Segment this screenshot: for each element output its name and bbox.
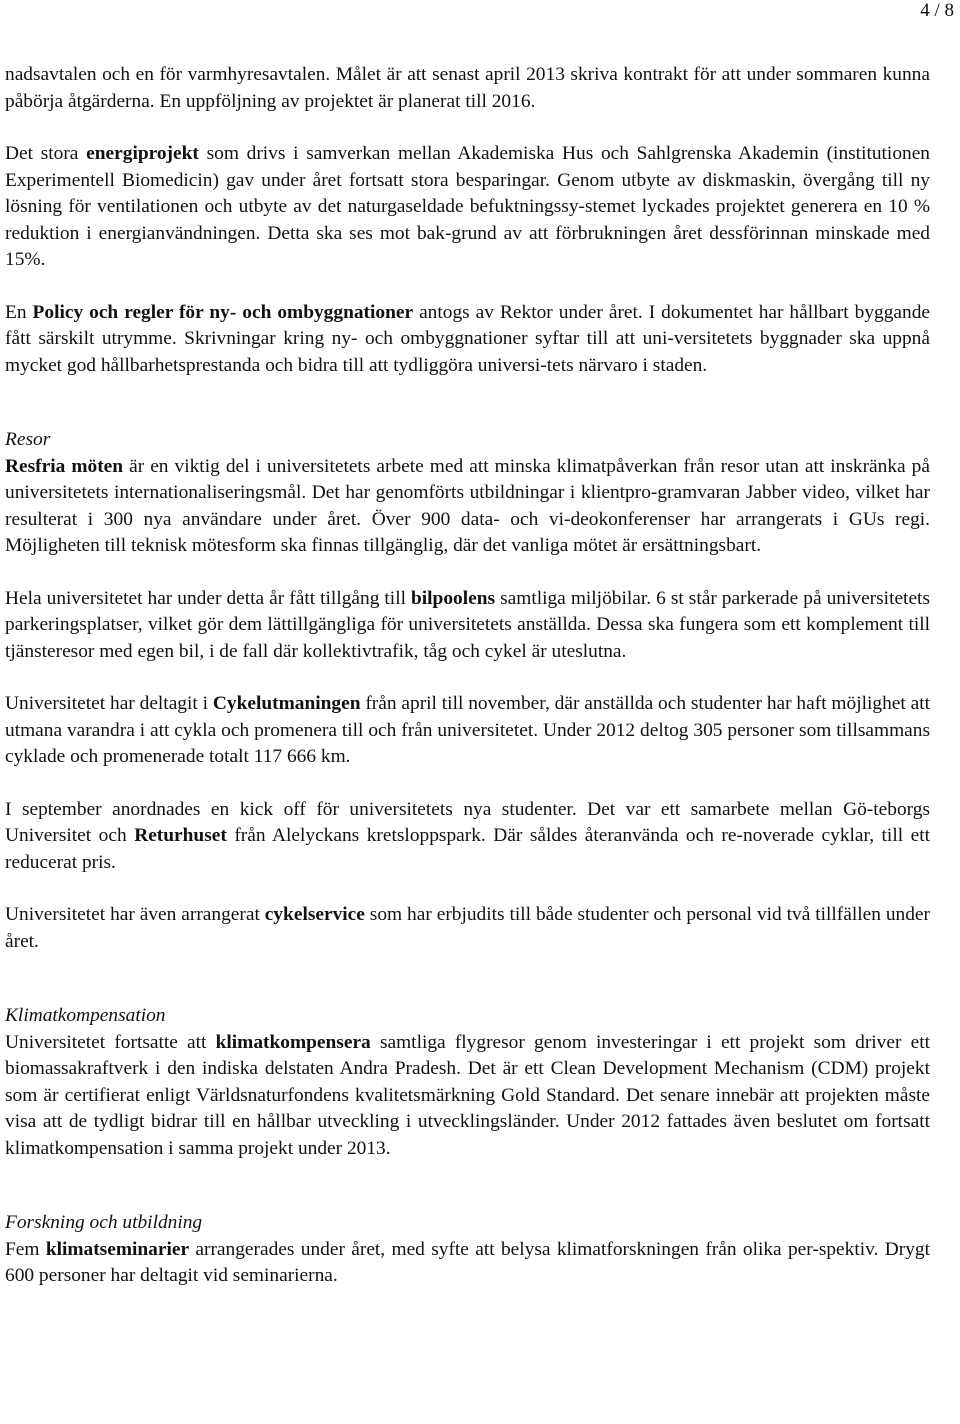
paragraph-klimatkompensera	[5, 1030, 930, 1163]
bold-term: cykelservice	[264, 904, 365, 925]
paragraph-cykelutmaningen	[5, 691, 930, 771]
text: antogs av Rektor under året. I dokumentet har hållbart byggande fått särskilt utrymme. Skrivningar kring ny- och ombyggnationer syftar till att uni-versitetets byggnader ska uppnå mycket god hållbarhetsprestanda och bidra till att tydliggöra universi-tets närvaro i staden.	[5, 301, 931, 376]
text: som har erbjudits till både studenter och personal vid två tillfällen under året.	[5, 904, 930, 952]
text: Universitetet har deltagit i	[5, 693, 213, 714]
text: Det stora	[5, 143, 87, 164]
document-body	[5, 62, 930, 1290]
text: Hela universitetet har under detta år fått tillgång till	[5, 587, 411, 609]
bold-term: bilpoolens	[411, 587, 496, 609]
text: från Alelyckans kretsloppspark. Där såldes återanvända och re-noverade cyklar, till ett reducerat pris.	[5, 825, 930, 873]
bold-term: Cykelutmaningen	[212, 693, 361, 714]
paragraph-energiprojekt	[5, 141, 930, 274]
paragraph-resfria-moten	[5, 454, 930, 560]
bold-term: klimatkompensera	[215, 1031, 371, 1053]
paragraph-cykelservice	[5, 902, 930, 955]
section-heading-forskning: Forskning och utbildning	[5, 1212, 203, 1233]
text: samtliga flygresor genom investeringar i ett projekt som driver ett biomassakraftverk i den indiska delstaten Andra Pradesh. Det är ett Clean Development Mechanism (CDM) projekt som är certifierat enligt Världsnaturfondens kvalitetsmärkning Gold Standard. Det senare innebär att projekten måste visa att de tydligt bidrar till en hållbar utveckling i utvecklingsländer. Under 2012 fattades även beslutet om fortsatt klimatkompensation i samma projekt under 2013.	[5, 1031, 930, 1159]
bold-term: Policy och regler för ny- och ombyggnationer	[32, 301, 414, 323]
text: som drivs i samverkan mellan Akademiska Hus och Sahlgrenska Akademin (institutionen Experimentell Biomedicin) gav under året fortsatt stora besparingar. Genom utbyte av diskmaskin, övergång till ny lösning för ventilationen och utbyte av det naturgaseldade befuktningssy-stemet lyckades projektet generera en 10 % reduktion i energianvändningen. Detta ska ses mot bak-grund av att förbrukningen året dessförinnan minskade med 15%.	[5, 143, 931, 270]
text: Fem	[5, 1238, 46, 1260]
bold-term: klimatseminarier	[45, 1238, 190, 1260]
text: samtliga miljöbilar. 6 st står parkerade på universitetets parkeringsplatser, vilket gör dem lättillgängliga för universitetets anställda. Dessa ska fungera som ett komplement till tjänsteresor med egen bil, i de fall där kollektivtrafik, tåg och cykel är uteslutna.	[5, 587, 930, 662]
text: arrangerades under året, med syfte att belysa klimatforskningen från olika per-spektiv. Drygt 600 personer har deltagit vid seminarierna.	[5, 1238, 930, 1286]
text: är en viktig del i universitetets arbete med att minska klimatpåverkan från resor utan att inskränka på universitetets internationaliseringsmål. Det har genomförts utbildningar i klientpro-gramvaran Jabber video, vilket har resulterat i 300 nya användare under året. Över 900 data- och vi-deokonferenser har arrangerats i GUs regi. Möjligheten till teknisk mötesform ska finnas tillgänglig, där det vanliga mötet är ersättningsbart.	[5, 455, 930, 556]
paragraph-returhuset	[5, 797, 930, 877]
paragraph-avtal: nadsavtalen och en för varmhyresavtalen. Målet är att senast april 2013 skriva kontrakt för att under sommaren kunna påbörja åtgärderna. En uppföljning av projektet är planerat till 2016.	[5, 64, 930, 112]
bold-term: Returhuset	[134, 825, 227, 846]
paragraph-policy	[5, 300, 930, 380]
section-heading-klimatkompensation: Klimatkompensation	[5, 1005, 166, 1026]
bold-term: energiprojekt	[86, 143, 199, 164]
text: Universitetet har även arrangerat	[5, 904, 265, 925]
bold-term: Resfria möten	[5, 455, 124, 477]
text: Universitetet fortsatte att	[5, 1031, 216, 1053]
section-heading-resor: Resor	[5, 429, 51, 450]
text: En	[5, 301, 33, 323]
text: från april till november, där anställda och studenter har haft möjlighet att utmana varandra i att cykla och promenera till och från universitetet. Under 2012 deltog 305 personer som tillsammans cyklade och promenerade totalt 117 666 km.	[5, 693, 930, 767]
paragraph-klimatseminarier	[5, 1237, 930, 1290]
paragraph-bilpool	[5, 586, 930, 666]
text: I september anordnades en kick off för universitetets nya studenter. Det var ett samarbete mellan Gö-teborgs Universitet och	[5, 798, 930, 846]
page-number: 4 / 8	[920, 0, 954, 21]
